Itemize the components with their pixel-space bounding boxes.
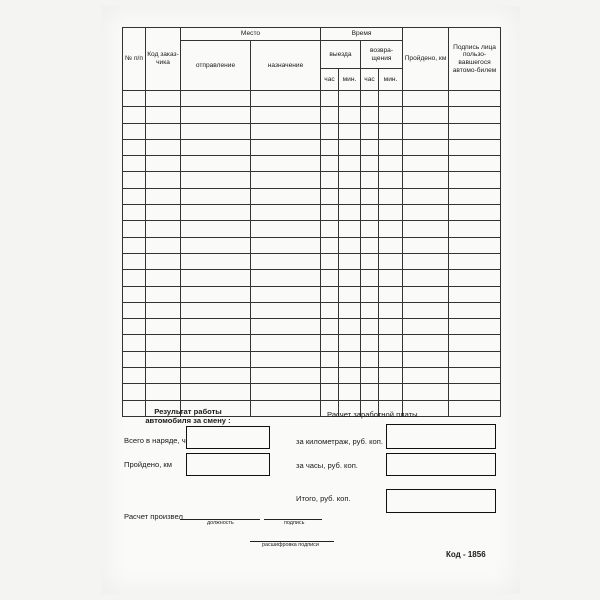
table-cell[interactable] [361, 384, 379, 400]
table-cell[interactable] [379, 91, 403, 107]
table-row [123, 172, 501, 188]
table-cell[interactable] [403, 286, 449, 302]
table-cell[interactable] [251, 107, 321, 123]
table-cell[interactable] [321, 188, 339, 204]
table-cell[interactable] [251, 156, 321, 172]
trip-log-table-wrap [122, 27, 500, 397]
header-return: возвра-щения [361, 41, 403, 69]
table-cell[interactable] [403, 368, 449, 384]
table-cell[interactable] [321, 123, 339, 139]
table-cell[interactable] [379, 139, 403, 155]
table-cell[interactable] [146, 302, 181, 318]
table-cell[interactable] [181, 270, 251, 286]
table-cell[interactable] [449, 172, 501, 188]
table-cell[interactable] [321, 91, 339, 107]
header-client-code: Код заказ-чика [146, 28, 181, 91]
table-cell[interactable] [181, 107, 251, 123]
salary-mileage-field[interactable] [386, 424, 496, 449]
table-row [123, 253, 501, 269]
trip-log-body [123, 91, 501, 417]
table-cell[interactable] [361, 221, 379, 237]
table-cell[interactable] [379, 286, 403, 302]
table-cell[interactable] [321, 351, 339, 367]
table-cell[interactable] [146, 221, 181, 237]
table-cell[interactable] [449, 123, 501, 139]
table-row [123, 335, 501, 351]
table-cell[interactable] [449, 107, 501, 123]
table-cell[interactable] [339, 253, 361, 269]
table-cell[interactable] [449, 351, 501, 367]
table-cell[interactable] [251, 253, 321, 269]
table-cell[interactable] [123, 91, 146, 107]
distance-total-field[interactable] [186, 453, 270, 476]
table-cell[interactable] [181, 123, 251, 139]
table-cell[interactable] [321, 107, 339, 123]
table-cell[interactable] [449, 400, 501, 416]
header-signature: Подпись лица пользо-вавшегося автомо-билем [449, 28, 501, 91]
header-exit: выезда [321, 41, 361, 69]
table-cell[interactable] [379, 123, 403, 139]
table-cell[interactable] [403, 172, 449, 188]
table-cell[interactable] [251, 172, 321, 188]
table-cell[interactable] [251, 205, 321, 221]
table-cell[interactable] [181, 237, 251, 253]
salary-mileage-label: за километраж, руб. коп. [296, 437, 383, 446]
table-cell[interactable] [379, 107, 403, 123]
table-cell[interactable] [146, 237, 181, 253]
table-cell[interactable] [123, 237, 146, 253]
table-cell[interactable] [379, 302, 403, 318]
table-cell[interactable] [321, 302, 339, 318]
table-cell[interactable] [449, 302, 501, 318]
table-cell[interactable] [146, 123, 181, 139]
table-cell[interactable] [403, 351, 449, 367]
table-row [123, 107, 501, 123]
table-cell[interactable] [321, 139, 339, 155]
table-cell[interactable] [361, 335, 379, 351]
table-cell[interactable] [181, 302, 251, 318]
table-cell[interactable] [339, 286, 361, 302]
table-cell[interactable] [123, 270, 146, 286]
table-cell[interactable] [361, 351, 379, 367]
table-cell[interactable] [361, 107, 379, 123]
table-cell[interactable] [181, 156, 251, 172]
table-cell[interactable] [339, 188, 361, 204]
table-cell[interactable] [361, 91, 379, 107]
table-cell[interactable] [339, 335, 361, 351]
table-cell[interactable] [123, 302, 146, 318]
header-row-number: № п/п [123, 28, 146, 91]
table-cell[interactable] [251, 270, 321, 286]
table-row [123, 286, 501, 302]
table-cell[interactable] [321, 221, 339, 237]
table-cell[interactable] [146, 188, 181, 204]
table-cell[interactable] [146, 384, 181, 400]
table-cell[interactable] [379, 205, 403, 221]
table-row [123, 319, 501, 335]
table-cell[interactable] [449, 237, 501, 253]
table-cell[interactable] [123, 205, 146, 221]
table-cell[interactable] [449, 335, 501, 351]
table-cell[interactable] [379, 384, 403, 400]
table-cell[interactable] [339, 221, 361, 237]
table-cell[interactable] [146, 335, 181, 351]
table-cell[interactable] [379, 156, 403, 172]
table-cell[interactable] [181, 368, 251, 384]
salary-total-field[interactable] [386, 489, 496, 513]
table-cell[interactable] [123, 123, 146, 139]
salary-title: Расчет заработной платы [327, 410, 418, 419]
salary-total-label: Итого, руб. коп. [296, 494, 351, 503]
table-cell[interactable] [339, 139, 361, 155]
table-row [123, 123, 501, 139]
table-row [123, 139, 501, 155]
table-cell[interactable] [123, 368, 146, 384]
table-cell[interactable] [123, 139, 146, 155]
table-cell[interactable] [321, 270, 339, 286]
table-cell[interactable] [339, 237, 361, 253]
table-row [123, 270, 501, 286]
table-cell[interactable] [181, 139, 251, 155]
table-cell[interactable] [321, 237, 339, 253]
table-cell[interactable] [449, 253, 501, 269]
table-cell[interactable] [379, 237, 403, 253]
table-cell[interactable] [379, 253, 403, 269]
table-cell[interactable] [146, 91, 181, 107]
table-cell[interactable] [251, 351, 321, 367]
table-cell[interactable] [379, 172, 403, 188]
table-cell[interactable] [449, 139, 501, 155]
table-cell[interactable] [123, 335, 146, 351]
table-cell[interactable] [146, 368, 181, 384]
table-cell[interactable] [251, 335, 321, 351]
table-cell[interactable] [379, 319, 403, 335]
position-caption: должность [207, 520, 234, 526]
results-title: Результат работы автомобиля за смену : [145, 407, 231, 426]
salary-hours-label: за часы, руб. коп. [296, 461, 358, 470]
table-cell[interactable] [449, 319, 501, 335]
table-cell[interactable] [251, 319, 321, 335]
header-exit-min: мин. [339, 69, 361, 91]
table-cell[interactable] [449, 384, 501, 400]
table-cell[interactable] [181, 205, 251, 221]
table-cell[interactable] [361, 253, 379, 269]
table-cell[interactable] [361, 123, 379, 139]
table-cell[interactable] [123, 188, 146, 204]
table-row [123, 351, 501, 367]
table-cell[interactable] [181, 188, 251, 204]
table-cell[interactable] [339, 302, 361, 318]
table-cell[interactable] [403, 123, 449, 139]
table-row [123, 205, 501, 221]
table-cell[interactable] [146, 286, 181, 302]
table-cell[interactable] [403, 205, 449, 221]
table-cell[interactable] [339, 319, 361, 335]
table-cell[interactable] [339, 156, 361, 172]
table-cell[interactable] [403, 91, 449, 107]
table-cell[interactable] [361, 286, 379, 302]
table-cell[interactable] [123, 253, 146, 269]
table-cell[interactable] [146, 319, 181, 335]
table-cell[interactable] [181, 286, 251, 302]
table-row [123, 384, 501, 400]
salary-hours-field[interactable] [386, 453, 496, 476]
table-cell[interactable] [321, 384, 339, 400]
table-cell[interactable] [251, 139, 321, 155]
table-cell[interactable] [361, 319, 379, 335]
table-row [123, 188, 501, 204]
table-row [123, 221, 501, 237]
table-cell[interactable] [146, 172, 181, 188]
table-cell[interactable] [361, 237, 379, 253]
table-cell[interactable] [339, 123, 361, 139]
header-return-hour: час [361, 69, 379, 91]
table-cell[interactable] [449, 205, 501, 221]
header-place: Место [181, 28, 321, 41]
table-cell[interactable] [146, 156, 181, 172]
table-cell[interactable] [403, 107, 449, 123]
table-cell[interactable] [123, 107, 146, 123]
table-cell[interactable] [361, 172, 379, 188]
table-cell[interactable] [449, 156, 501, 172]
table-cell[interactable] [449, 286, 501, 302]
table-cell[interactable] [379, 335, 403, 351]
table-cell[interactable] [403, 253, 449, 269]
table-cell[interactable] [181, 172, 251, 188]
table-cell[interactable] [403, 188, 449, 204]
trip-log-table [122, 27, 501, 417]
table-cell[interactable] [449, 270, 501, 286]
table-cell[interactable] [361, 139, 379, 155]
table-cell[interactable] [251, 400, 321, 416]
table-cell[interactable] [251, 368, 321, 384]
table-cell[interactable] [339, 172, 361, 188]
table-cell[interactable] [403, 221, 449, 237]
table-cell[interactable] [181, 253, 251, 269]
table-cell[interactable] [403, 237, 449, 253]
table-cell[interactable] [449, 221, 501, 237]
table-cell[interactable] [146, 205, 181, 221]
hours-total-field[interactable] [186, 426, 270, 449]
header-distance: Пройдено, км [403, 28, 449, 91]
table-cell[interactable] [251, 384, 321, 400]
table-cell[interactable] [251, 237, 321, 253]
table-cell[interactable] [339, 91, 361, 107]
table-cell[interactable] [403, 302, 449, 318]
table-cell[interactable] [146, 253, 181, 269]
table-cell[interactable] [403, 384, 449, 400]
table-cell[interactable] [339, 368, 361, 384]
table-cell[interactable] [321, 253, 339, 269]
table-cell[interactable] [339, 351, 361, 367]
table-cell[interactable] [123, 221, 146, 237]
table-cell[interactable] [123, 351, 146, 367]
table-cell[interactable] [123, 286, 146, 302]
table-cell[interactable] [403, 319, 449, 335]
hours-total-label: Всего в наряде, ч [124, 436, 186, 445]
table-cell[interactable] [181, 384, 251, 400]
table-cell[interactable] [181, 335, 251, 351]
table-cell[interactable] [361, 188, 379, 204]
signature-caption: подпись [284, 520, 305, 526]
header-exit-hour: час [321, 69, 339, 91]
table-cell[interactable] [321, 286, 339, 302]
decode-caption: расшифровка подписи [262, 542, 319, 548]
table-cell[interactable] [181, 221, 251, 237]
distance-total-label: Пройдено, км [124, 460, 172, 469]
table-cell[interactable] [251, 221, 321, 237]
table-cell[interactable] [146, 351, 181, 367]
table-row [123, 302, 501, 318]
table-cell[interactable] [181, 319, 251, 335]
table-cell[interactable] [361, 302, 379, 318]
table-cell[interactable] [321, 172, 339, 188]
table-cell[interactable] [181, 351, 251, 367]
table-cell[interactable] [361, 270, 379, 286]
form-code: Код - 1856 [446, 550, 486, 559]
table-cell[interactable] [251, 188, 321, 204]
table-cell[interactable] [403, 139, 449, 155]
table-row [123, 237, 501, 253]
table-cell[interactable] [361, 205, 379, 221]
header-departure: отправление [181, 41, 251, 91]
table-cell[interactable] [449, 368, 501, 384]
table-cell[interactable] [123, 319, 146, 335]
table-cell[interactable] [146, 107, 181, 123]
calc-by-label: Расчет произвел [124, 512, 183, 521]
table-cell[interactable] [403, 270, 449, 286]
table-cell[interactable] [321, 205, 339, 221]
table-cell[interactable] [379, 188, 403, 204]
table-cell[interactable] [251, 123, 321, 139]
header-destination: назначение [251, 41, 321, 91]
table-cell[interactable] [251, 302, 321, 318]
table-cell[interactable] [339, 107, 361, 123]
table-cell[interactable] [449, 91, 501, 107]
table-row [123, 156, 501, 172]
table-cell[interactable] [449, 188, 501, 204]
table-cell[interactable] [379, 221, 403, 237]
table-cell[interactable] [339, 270, 361, 286]
table-cell[interactable] [181, 91, 251, 107]
table-cell[interactable] [379, 351, 403, 367]
table-cell[interactable] [251, 286, 321, 302]
table-cell[interactable] [251, 91, 321, 107]
header-time: Время [321, 28, 403, 41]
table-cell[interactable] [321, 368, 339, 384]
table-cell[interactable] [123, 384, 146, 400]
table-cell[interactable] [403, 335, 449, 351]
table-cell[interactable] [321, 335, 339, 351]
table-cell[interactable] [361, 368, 379, 384]
table-cell[interactable] [321, 156, 339, 172]
table-cell[interactable] [379, 368, 403, 384]
table-row [123, 368, 501, 384]
table-cell[interactable] [339, 384, 361, 400]
header-return-min: мин. [379, 69, 403, 91]
table-cell[interactable] [146, 270, 181, 286]
table-cell[interactable] [123, 172, 146, 188]
table-cell[interactable] [403, 156, 449, 172]
table-cell[interactable] [321, 319, 339, 335]
table-cell[interactable] [379, 270, 403, 286]
table-row [123, 91, 501, 107]
table-cell[interactable] [339, 205, 361, 221]
table-cell[interactable] [146, 139, 181, 155]
table-cell[interactable] [361, 156, 379, 172]
table-cell[interactable] [123, 156, 146, 172]
